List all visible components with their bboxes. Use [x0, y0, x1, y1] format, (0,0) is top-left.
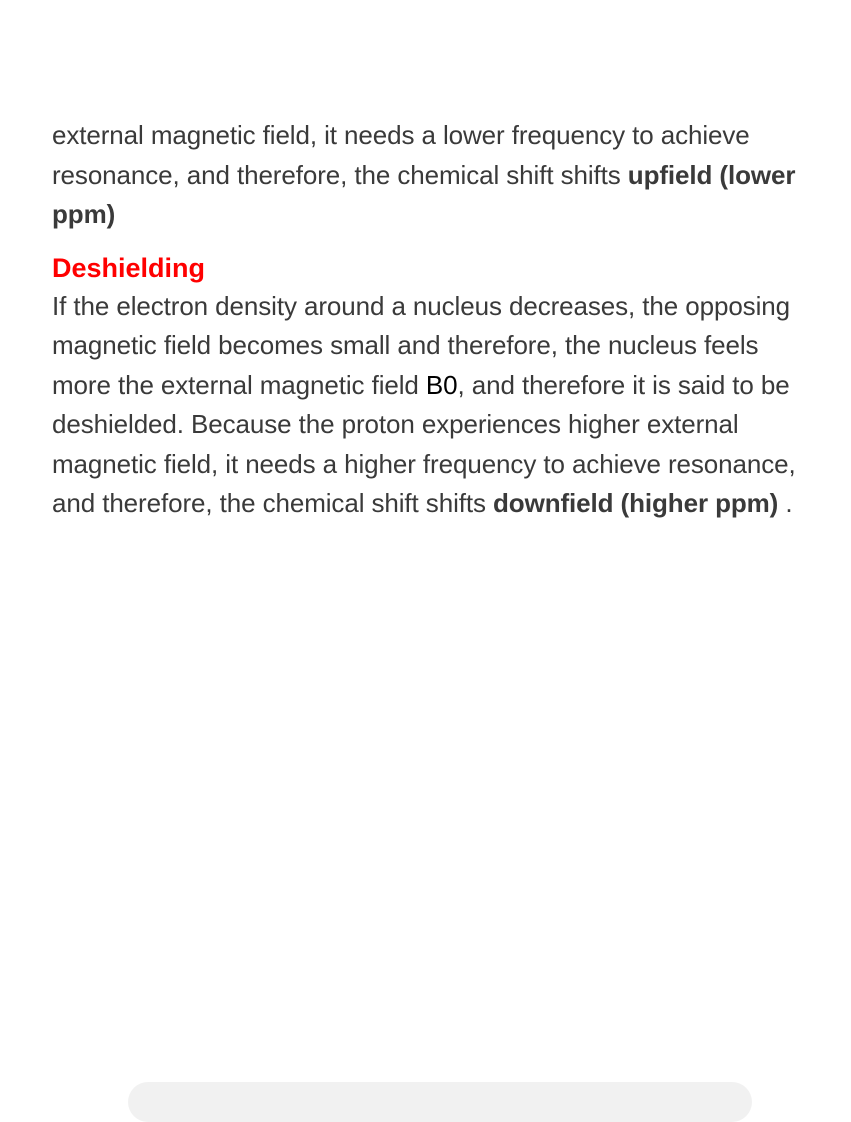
document-body [52, 116, 812, 524]
shielding-paragraph-end [52, 116, 812, 235]
bottom-toolbar-edge [128, 1082, 752, 1122]
deshielding-text-2: , and therefore it is said to be deshielded. Because the proton experiences higher external magnetic field, it needs a higher frequency to achieve resonance, and therefore, the chemical shift shifts [52, 369, 796, 518]
shielding-text: external magnetic field, it needs a lower frequency to achieve resonance, and therefore, the chemical shift shifts [52, 120, 750, 190]
deshielding-paragraph [52, 287, 812, 524]
downfield-bold-text: downfield (higher ppm) [493, 488, 779, 518]
deshielding-text-3: . [778, 488, 793, 518]
deshielding-text-1: If the electron density around a nucleus decreases, the opposing magnetic field becomes small and therefore, the nucleus feels more the external magnetic field [52, 290, 790, 400]
deshielding-heading: Deshielding [52, 252, 206, 283]
upfield-bold-text: upfield (lower ppm) [52, 159, 796, 229]
field-symbol-b0: B0 [425, 369, 458, 400]
